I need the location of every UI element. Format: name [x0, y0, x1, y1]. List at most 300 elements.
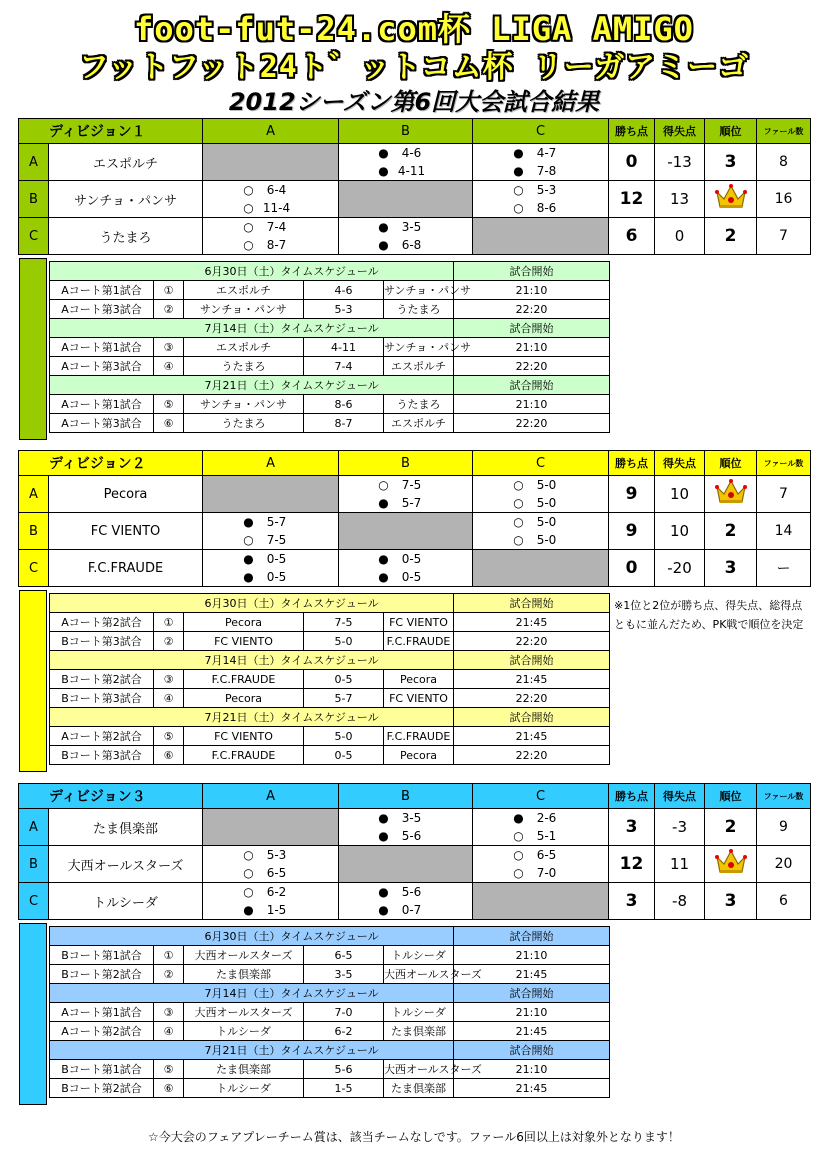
fouls: ー [757, 550, 811, 587]
court: Bコート第2試合 [50, 670, 154, 689]
start-time: 22:20 [454, 357, 610, 376]
score: 6-4 [266, 183, 287, 197]
self-match-cell [473, 883, 609, 920]
match-results-c [473, 846, 609, 883]
court: Bコート第1試合 [50, 1060, 154, 1079]
court: Aコート第1試合 [50, 1003, 154, 1022]
column-header-b: B [339, 784, 473, 809]
score: 0-7 [401, 903, 422, 917]
court: Aコート第2試合 [50, 727, 154, 746]
away-team: うたまろ [384, 395, 454, 414]
match-result [339, 162, 472, 180]
game-number: ⑤ [154, 395, 184, 414]
win-marker-icon: ○ [513, 866, 524, 880]
goal-diff: -3 [655, 809, 705, 846]
loss-marker-icon: ● [243, 515, 254, 529]
schedule-date-row [50, 594, 610, 613]
game-score: 4-6 [304, 281, 384, 300]
home-team: Pecora [184, 613, 304, 632]
score: 8-6 [536, 201, 557, 215]
goal-diff: -13 [655, 144, 705, 181]
schedule-game-row [50, 613, 610, 632]
standings-row [19, 218, 811, 255]
schedule-table-div3 [49, 926, 610, 1098]
schedule-date-row [50, 262, 610, 281]
away-team: FC VIENTO [384, 689, 454, 708]
crown-icon [715, 479, 747, 510]
win-marker-icon: ○ [513, 496, 524, 510]
score: 1-5 [266, 903, 287, 917]
rank: 2 [705, 218, 757, 255]
score: 5-7 [266, 515, 287, 529]
column-header-rank: 順位 [705, 451, 757, 476]
start-time-header: 試合開始 [454, 708, 610, 727]
goal-diff: 0 [655, 218, 705, 255]
column-header-fouls: ファール数 [757, 451, 811, 476]
game-score: 0-5 [304, 746, 384, 765]
standings-table-div3 [18, 783, 811, 920]
win-marker-icon: ○ [243, 533, 254, 547]
match-result [339, 218, 472, 236]
schedule-date-row [50, 319, 610, 338]
score: 6-8 [401, 238, 422, 252]
score: 5-0 [536, 515, 557, 529]
title-english: foot-fut-24.com杯 LIGA AMIGO [134, 10, 694, 48]
match-result [339, 827, 472, 845]
self-match-cell [203, 809, 339, 846]
score: 7-5 [266, 533, 287, 547]
away-team: たま倶楽部 [384, 1079, 454, 1098]
score: 4-6 [401, 146, 422, 160]
goal-diff: 13 [655, 181, 705, 218]
game-number: ① [154, 613, 184, 632]
game-number: ⑥ [154, 1079, 184, 1098]
away-team: トルシーダ [384, 946, 454, 965]
start-time-header: 試合開始 [454, 376, 610, 395]
score: 4-7 [536, 146, 557, 160]
points: 12 [609, 181, 655, 218]
win-marker-icon: ○ [513, 183, 524, 197]
game-number: ④ [154, 689, 184, 708]
column-header-rank: 順位 [705, 119, 757, 144]
win-marker-icon: ○ [513, 848, 524, 862]
game-number: ④ [154, 357, 184, 376]
match-result [203, 864, 338, 882]
goal-diff: -8 [655, 883, 705, 920]
points: 3 [609, 809, 655, 846]
schedule-game-row [50, 746, 610, 765]
home-team: うたまろ [184, 414, 304, 433]
column-header-b: B [339, 451, 473, 476]
standings-row [19, 476, 811, 513]
score: 0-5 [401, 552, 422, 566]
score: 6-5 [536, 848, 557, 862]
start-time-header: 試合開始 [454, 262, 610, 281]
title-katakana: フットフット24ト゛ットコム杯 リーガアミーゴ [78, 50, 750, 85]
schedule-game-row [50, 727, 610, 746]
score: 0-5 [266, 552, 287, 566]
away-team: Pecora [384, 746, 454, 765]
column-header-c: C [473, 119, 609, 144]
fouls: 8 [757, 144, 811, 181]
schedule-date-row [50, 1041, 610, 1060]
division-color-bar [19, 590, 47, 772]
game-score: 6-2 [304, 1022, 384, 1041]
game-number: ② [154, 632, 184, 651]
self-match-cell [339, 513, 473, 550]
column-header-fouls: ファール数 [757, 119, 811, 144]
score: 7-5 [401, 478, 422, 492]
fouls: 14 [757, 513, 811, 550]
goal-diff: 11 [655, 846, 705, 883]
schedule-date: 7月14日（土）タイムスケジュール [50, 984, 454, 1003]
game-score: 7-0 [304, 1003, 384, 1022]
score: 5-0 [536, 496, 557, 510]
loss-marker-icon: ● [378, 811, 389, 825]
match-result [473, 162, 608, 180]
score: 6-5 [266, 866, 287, 880]
match-results-b [339, 476, 473, 513]
schedule-game-row [50, 946, 610, 965]
home-team: 大西オールスターズ [184, 946, 304, 965]
win-marker-icon: ○ [513, 533, 524, 547]
match-result [473, 476, 608, 494]
schedule-game-row [50, 414, 610, 433]
fouls: 6 [757, 883, 811, 920]
division-title: ディビジョン３ [19, 784, 203, 809]
win-marker-icon: ○ [513, 478, 524, 492]
schedule-game-row [50, 1060, 610, 1079]
court: Bコート第3試合 [50, 632, 154, 651]
standings-row [19, 181, 811, 218]
away-team: たま倶楽部 [384, 1022, 454, 1041]
match-result [339, 144, 472, 162]
away-team: FC VIENTO [384, 613, 454, 632]
start-time-header: 試合開始 [454, 594, 610, 613]
schedule-date-row [50, 651, 610, 670]
fouls: 7 [757, 476, 811, 513]
row-letter: C [19, 883, 49, 920]
division-title: ディビジョン１ [19, 119, 203, 144]
game-number: ② [154, 965, 184, 984]
match-results-c [473, 144, 609, 181]
schedule-game-row [50, 395, 610, 414]
division-color-bar [19, 258, 47, 440]
match-results-b [339, 809, 473, 846]
start-time-header: 試合開始 [454, 651, 610, 670]
win-marker-icon: ○ [513, 829, 524, 843]
score: 8-7 [266, 238, 287, 252]
team-name: F.C.FRAUDE [49, 550, 203, 587]
win-marker-icon: ○ [378, 478, 389, 492]
match-results-c [473, 513, 609, 550]
loss-marker-icon: ● [378, 829, 389, 843]
score: 3-5 [401, 811, 422, 825]
row-letter: B [19, 846, 49, 883]
away-team: エスポルチ [384, 414, 454, 433]
crown-icon [715, 184, 747, 215]
match-result [339, 550, 472, 568]
loss-marker-icon: ● [513, 811, 524, 825]
home-team: うたまろ [184, 357, 304, 376]
game-number: ② [154, 300, 184, 319]
note-line: ※1位と2位が勝ち点、得失点、総得点 [614, 599, 803, 612]
score: 5-7 [401, 496, 422, 510]
start-time: 21:10 [454, 281, 610, 300]
points: 9 [609, 476, 655, 513]
tiebreak-note [614, 596, 803, 634]
match-results-a [203, 218, 339, 255]
court: Bコート第2試合 [50, 965, 154, 984]
team-name: サンチョ・パンサ [49, 181, 203, 218]
match-result [203, 199, 338, 217]
game-score: 6-5 [304, 946, 384, 965]
match-results-a [203, 550, 339, 587]
goal-diff: -20 [655, 550, 705, 587]
court: Aコート第3試合 [50, 414, 154, 433]
game-score: 5-0 [304, 727, 384, 746]
win-marker-icon: ○ [243, 183, 254, 197]
points: 0 [609, 144, 655, 181]
home-team: たま倶楽部 [184, 1060, 304, 1079]
match-result [339, 568, 472, 586]
loss-marker-icon: ● [378, 496, 389, 510]
score: 6-2 [266, 885, 287, 899]
schedule-game-row [50, 965, 610, 984]
game-score: 3-5 [304, 965, 384, 984]
match-result [473, 846, 608, 864]
schedule-game-row [50, 357, 610, 376]
crown-icon [715, 849, 747, 880]
self-match-cell [473, 550, 609, 587]
start-time: 21:45 [454, 1079, 610, 1098]
home-team: エスポルチ [184, 338, 304, 357]
match-result [473, 864, 608, 882]
away-team: うたまろ [384, 300, 454, 319]
start-time: 21:45 [454, 670, 610, 689]
schedule-date: 7月21日（土）タイムスケジュール [50, 708, 454, 727]
court: Aコート第1試合 [50, 338, 154, 357]
schedule-date: 7月14日（土）タイムスケジュール [50, 651, 454, 670]
home-team: F.C.FRAUDE [184, 670, 304, 689]
schedule-game-row [50, 338, 610, 357]
points: 6 [609, 218, 655, 255]
column-header-c: C [473, 784, 609, 809]
away-team: 大西オールスターズ [384, 1060, 454, 1079]
schedule-date: 7月14日（土）タイムスケジュール [50, 319, 454, 338]
column-header-a: A [203, 451, 339, 476]
game-number: ⑤ [154, 727, 184, 746]
loss-marker-icon: ● [513, 164, 524, 178]
match-result [473, 809, 608, 827]
game-score: 5-7 [304, 689, 384, 708]
win-marker-icon: ○ [243, 885, 254, 899]
column-header-rank: 順位 [705, 784, 757, 809]
row-letter: A [19, 476, 49, 513]
match-result [473, 531, 608, 549]
team-name: Pecora [49, 476, 203, 513]
game-score: 5-6 [304, 1060, 384, 1079]
row-letter: C [19, 218, 49, 255]
schedule-date: 6月30日（土）タイムスケジュール [50, 927, 454, 946]
start-time: 21:10 [454, 395, 610, 414]
fouls: 20 [757, 846, 811, 883]
court: Aコート第3試合 [50, 357, 154, 376]
score: 4-11 [397, 164, 426, 178]
rank: 3 [705, 883, 757, 920]
score: 11-4 [262, 201, 291, 215]
game-score: 7-4 [304, 357, 384, 376]
match-result [203, 236, 338, 254]
match-result [339, 809, 472, 827]
home-team: エスポルチ [184, 281, 304, 300]
home-team: 大西オールスターズ [184, 1003, 304, 1022]
column-header-goal-diff: 得失点 [655, 784, 705, 809]
match-results-b [339, 144, 473, 181]
win-marker-icon: ○ [243, 238, 254, 252]
home-team: F.C.FRAUDE [184, 746, 304, 765]
game-score: 5-3 [304, 300, 384, 319]
title-season-results: 2012シーズン第6回大会試合結果 [228, 88, 600, 116]
schedule-date: 6月30日（土）タイムスケジュール [50, 262, 454, 281]
schedule-game-row [50, 632, 610, 651]
match-results-b [339, 550, 473, 587]
game-number: ⑥ [154, 414, 184, 433]
team-name: うたまろ [49, 218, 203, 255]
game-number: ③ [154, 338, 184, 357]
score: 5-1 [536, 829, 557, 843]
schedule-date-row [50, 984, 610, 1003]
court: Aコート第1試合 [50, 281, 154, 300]
row-letter: C [19, 550, 49, 587]
points: 0 [609, 550, 655, 587]
match-results-c [473, 181, 609, 218]
win-marker-icon: ○ [513, 201, 524, 215]
footer-note: ☆今大会のフェアプレーチーム賞は、該当チームなしです。ファール6回以上は対象外となります！ [148, 1130, 680, 1144]
score: 3-5 [401, 220, 422, 234]
fouls: 9 [757, 809, 811, 846]
schedule-date: 6月30日（土）タイムスケジュール [50, 594, 454, 613]
column-header-c: C [473, 451, 609, 476]
schedule-date: 7月21日（土）タイムスケジュール [50, 1041, 454, 1060]
away-team: Pecora [384, 670, 454, 689]
game-number: ⑤ [154, 1060, 184, 1079]
standings-row [19, 144, 811, 181]
home-team: サンチョ・パンサ [184, 395, 304, 414]
court: Aコート第2試合 [50, 613, 154, 632]
rank: 2 [705, 809, 757, 846]
start-time-header: 試合開始 [454, 927, 610, 946]
match-result [203, 883, 338, 901]
score: 7-4 [266, 220, 287, 234]
team-name: たま倶楽部 [49, 809, 203, 846]
match-result [203, 901, 338, 919]
game-number: ③ [154, 670, 184, 689]
match-result [339, 476, 472, 494]
schedule-date: 7月21日（土）タイムスケジュール [50, 376, 454, 395]
start-time: 21:45 [454, 1022, 610, 1041]
standings-table-div1 [18, 118, 811, 255]
match-result [339, 883, 472, 901]
schedule-table-div1 [49, 261, 610, 433]
points: 9 [609, 513, 655, 550]
home-team: FC VIENTO [184, 632, 304, 651]
points: 3 [609, 883, 655, 920]
schedule-game-row [50, 1003, 610, 1022]
score: 5-3 [266, 848, 287, 862]
home-team: サンチョ・パンサ [184, 300, 304, 319]
schedule-game-row [50, 670, 610, 689]
schedule-game-row [50, 281, 610, 300]
match-results-a [203, 513, 339, 550]
match-result [473, 513, 608, 531]
schedule-game-row [50, 1079, 610, 1098]
loss-marker-icon: ● [378, 885, 389, 899]
match-results-c [473, 809, 609, 846]
goal-diff: 10 [655, 513, 705, 550]
schedule-game-row [50, 689, 610, 708]
loss-marker-icon: ● [378, 164, 389, 178]
win-marker-icon: ○ [243, 220, 254, 234]
start-time-header: 試合開始 [454, 984, 610, 1003]
match-result [203, 550, 338, 568]
start-time: 21:45 [454, 727, 610, 746]
score: 5-0 [536, 533, 557, 547]
match-result [203, 531, 338, 549]
column-header-a: A [203, 119, 339, 144]
start-time: 22:20 [454, 632, 610, 651]
court: Aコート第2試合 [50, 1022, 154, 1041]
match-results-a [203, 181, 339, 218]
court: Bコート第3試合 [50, 689, 154, 708]
schedule-game-row [50, 300, 610, 319]
match-result [339, 494, 472, 512]
schedule-date-row [50, 376, 610, 395]
fouls: 16 [757, 181, 811, 218]
match-results-b [339, 883, 473, 920]
standings-row [19, 809, 811, 846]
match-result [203, 568, 338, 586]
match-results-b [339, 218, 473, 255]
column-header-a: A [203, 784, 339, 809]
start-time: 21:10 [454, 1060, 610, 1079]
match-result [473, 827, 608, 845]
loss-marker-icon: ● [378, 903, 389, 917]
loss-marker-icon: ● [378, 220, 389, 234]
self-match-cell [203, 476, 339, 513]
goal-diff: 10 [655, 476, 705, 513]
home-team: トルシーダ [184, 1079, 304, 1098]
start-time: 22:20 [454, 689, 610, 708]
win-marker-icon: ○ [243, 866, 254, 880]
game-score: 8-7 [304, 414, 384, 433]
court: Bコート第1試合 [50, 946, 154, 965]
division-color-bar [19, 923, 47, 1105]
away-team: F.C.FRAUDE [384, 632, 454, 651]
score: 7-8 [536, 164, 557, 178]
loss-marker-icon: ● [243, 570, 254, 584]
rank: 3 [705, 144, 757, 181]
court: Aコート第1試合 [50, 395, 154, 414]
standings-row [19, 883, 811, 920]
column-header-b: B [339, 119, 473, 144]
score: 0-5 [266, 570, 287, 584]
match-results-a [203, 883, 339, 920]
start-time-header: 試合開始 [454, 1041, 610, 1060]
note-line: ともに並んだため、PK戦で順位を決定 [614, 618, 804, 631]
away-team: エスポルチ [384, 357, 454, 376]
standings-row [19, 550, 811, 587]
